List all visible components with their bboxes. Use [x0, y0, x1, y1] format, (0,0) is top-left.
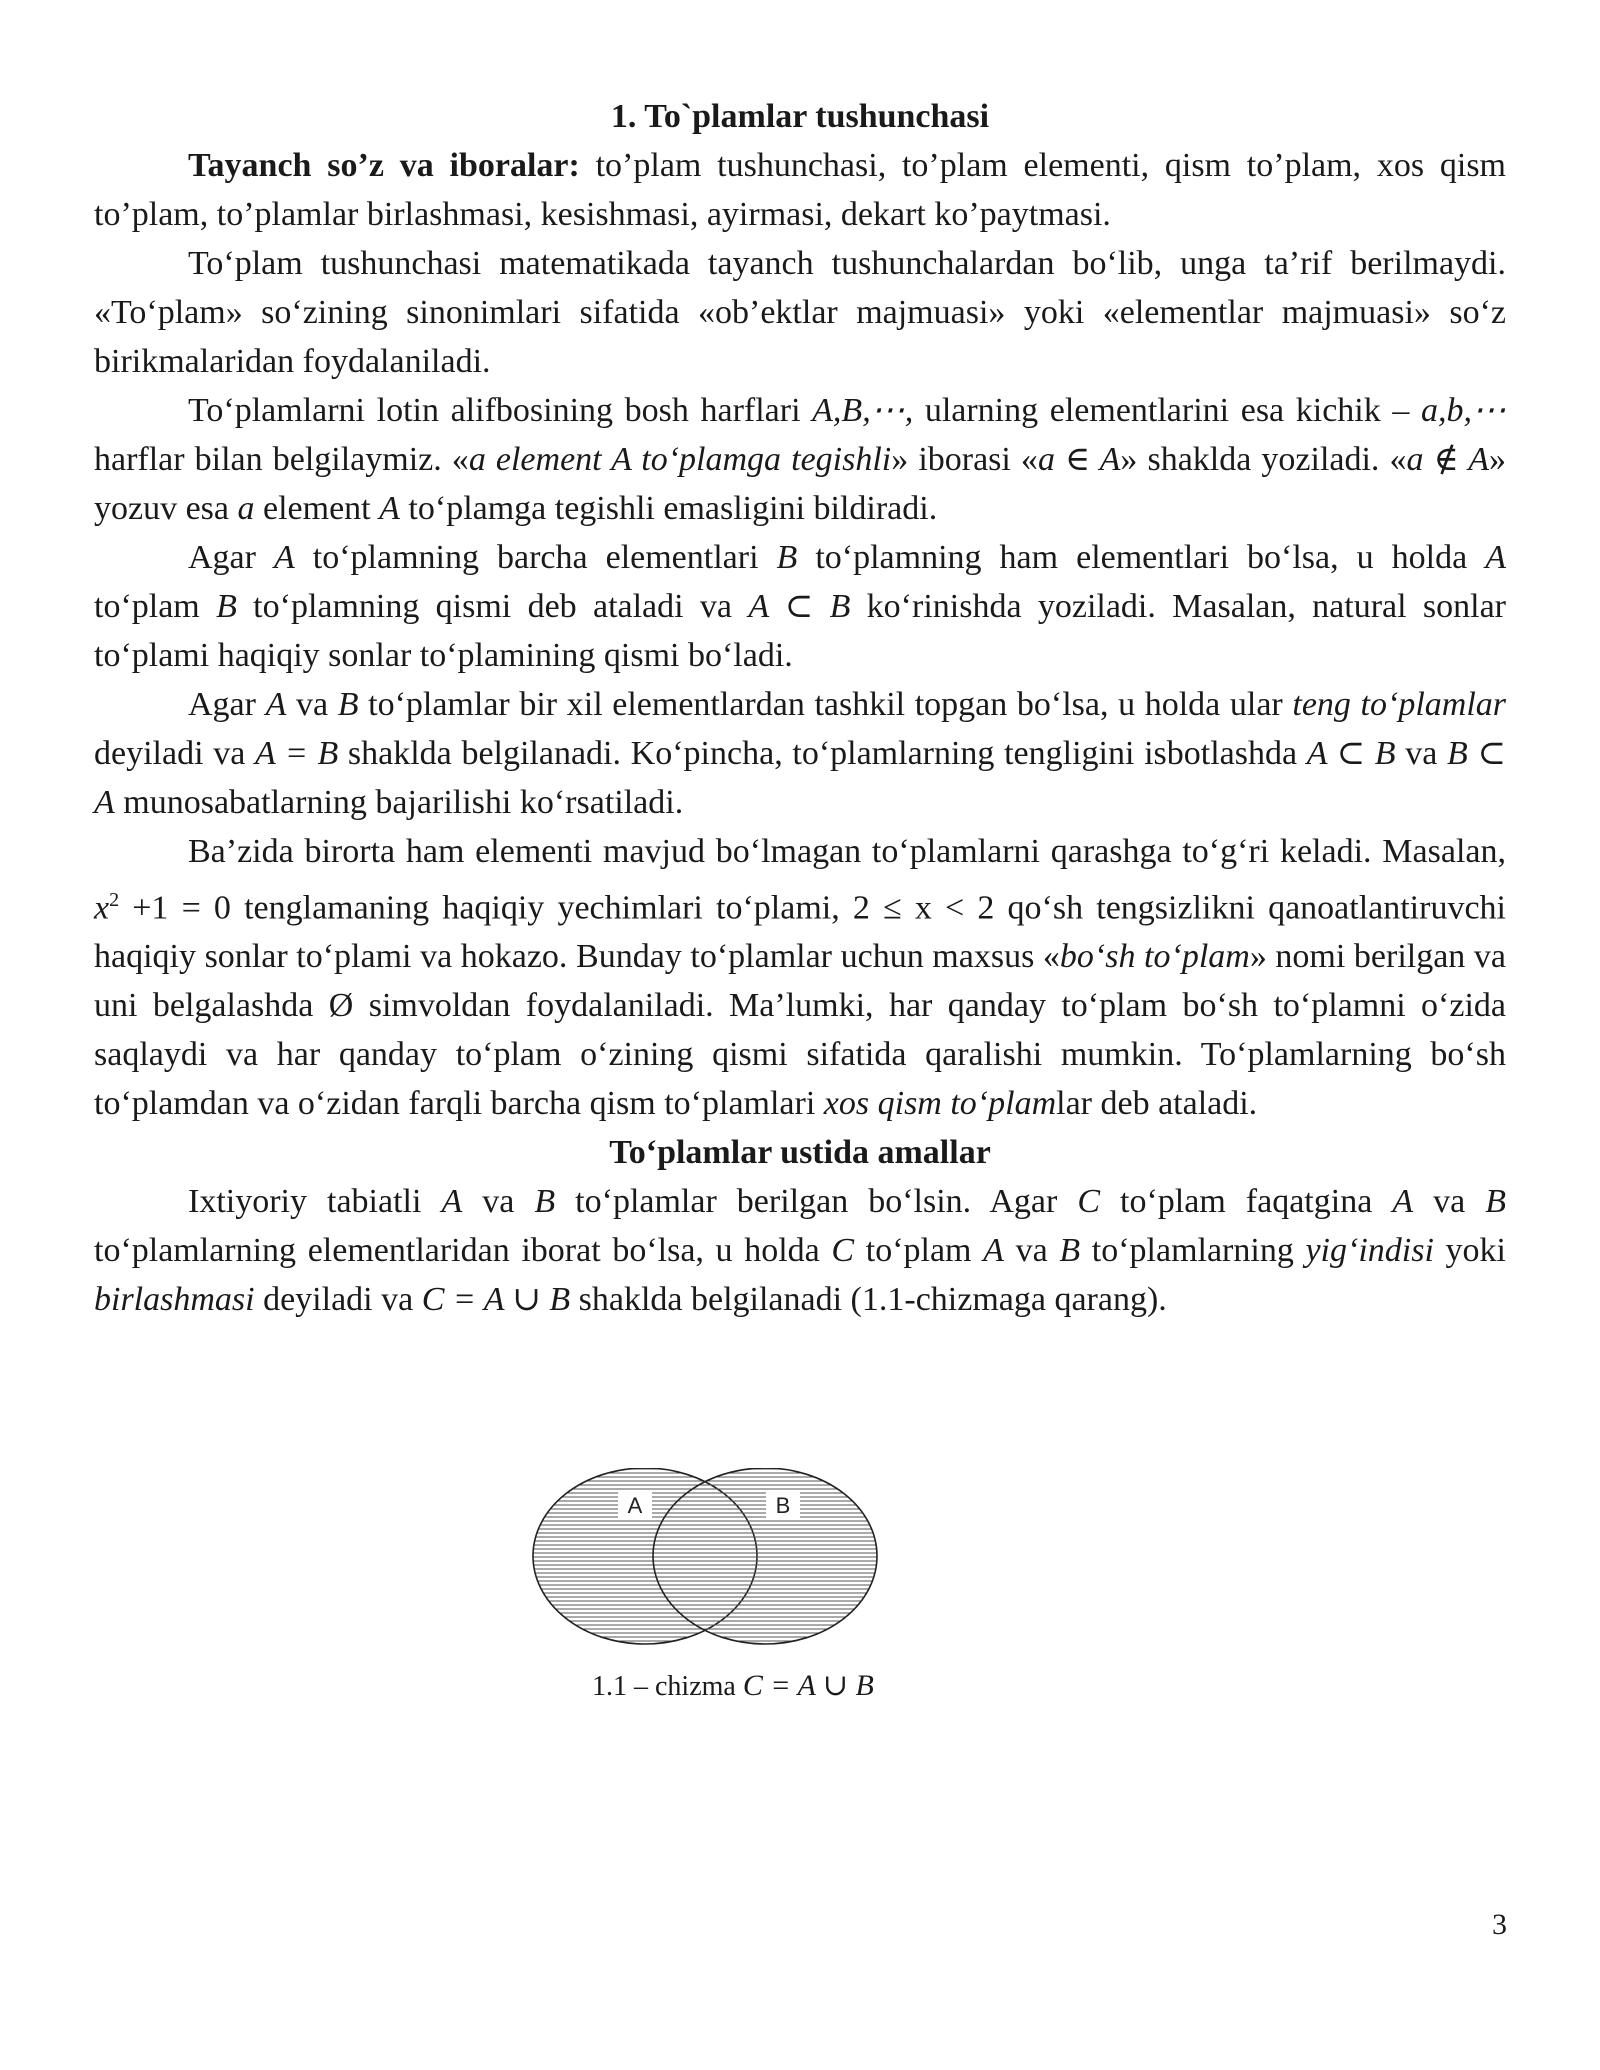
math-run: B [776, 539, 798, 576]
text-run: » shaklda yoziladi. « [1120, 441, 1407, 478]
text-run: » iborasi « [891, 441, 1038, 478]
document-page [94, 92, 1506, 1324]
math-run: A [265, 686, 287, 723]
italic-run: to‘plamga tegishli [631, 441, 892, 478]
text-run: qo‘sh tengsizlikni qanoatlantiruvchi haqiqiy sonlar to‘plami va hokazo. Bunday to‘plamlar uchun maxsus « [94, 889, 1506, 976]
text-run: element [254, 490, 380, 527]
text-run: to‘plamning barcha elementlari [294, 539, 777, 576]
text-run: to‘plamga tegishli emasligini bildiradi. [399, 490, 938, 527]
math-run: B ⊂ A [94, 735, 1506, 821]
math-run: A [1485, 539, 1506, 576]
math-run: A [611, 441, 632, 478]
section-title: To‘plamlar ustida amallar [609, 1134, 991, 1172]
math-run: C = A ∪ B [421, 1281, 571, 1319]
math-run: +1 = 0 [119, 889, 231, 927]
caption-text: 1.1 – chizma [592, 1671, 743, 1702]
paragraph-6 [94, 1177, 1506, 1324]
paragraph-5 [94, 827, 1506, 1128]
text-run: to‘plamlar bir xil elementlardan tashkil topgan bo‘lsa, u holda ular [358, 686, 1293, 723]
italic-run: bo‘sh to‘plam [1059, 938, 1250, 976]
math-run: a ∈ A [1037, 441, 1121, 478]
text-run: va [1003, 1232, 1060, 1270]
text-run: tenglamaning haqiqiy yechimlari to‘plami, [230, 889, 853, 927]
text-run: to‘plam [94, 588, 217, 625]
paragraph-3 [94, 533, 1506, 680]
math-run: C [831, 1232, 855, 1270]
set-a-label: A [627, 1493, 643, 1518]
math-run: A [1392, 1183, 1414, 1221]
math-run: a [468, 441, 486, 478]
math-run: 2 ≤ x < 2 [852, 889, 995, 927]
text-run: ularning elementlarini esa kichik – [913, 392, 1421, 429]
text-run: va [1413, 1183, 1486, 1221]
figure-caption [592, 1668, 874, 1703]
paragraph-2 [94, 386, 1506, 533]
text-run: simvoldan foydalaniladi. Ma’lumki, har qanday to‘plam bo‘sh to‘plamni o‘zida saqlaydi va har qanday to‘plam o‘zining qismi sifatida qaralishi mumkin. To‘plamlarning bo‘sh to‘plamdan va o‘zidan farqli barcha qism to‘plamlari [94, 987, 1507, 1123]
math-run: A = B [254, 735, 339, 772]
math-run: B [534, 1183, 556, 1221]
page-number: 3 [1492, 1908, 1507, 1941]
math-run: A [441, 1183, 463, 1221]
math-run: A [983, 1232, 1004, 1270]
text-run: to‘plamlarning elementlaridan iborat bo‘lsa, u holda [94, 1232, 832, 1270]
empty-set-symbol: Ø [328, 987, 354, 1025]
italic-run: teng to‘plamlar [1292, 686, 1506, 723]
page-title: 1. To`plamlar tushunchasi [610, 98, 990, 135]
text-run: munosabatlarning bajarilishi ko‘rsatiladi. [114, 784, 684, 821]
text-run: va [286, 686, 338, 723]
italic-run: element [485, 441, 612, 478]
text-run: To‘plamlarni lotin alifbosining bosh harflari [188, 392, 813, 429]
paragraph-1: To‘plam tushunchasi matematikada tayanch tushunchalardan bo‘lib, unga ta’rif berilmaydi. «To‘plam» so‘zining sinonimlari sifatida «ob’ektlar majmuasi» yoki «elementlar majmuasi» so‘z birikmalaridan foydalaniladi. [94, 245, 1506, 380]
text-run: to‘plam [854, 1232, 984, 1270]
text-run: shaklda belgilanadi. Ko‘pincha, to‘plamlarning tengligini isbotlashda [338, 735, 1307, 772]
text-run: va [462, 1183, 535, 1221]
text-run: Agar [188, 686, 266, 723]
caption-math: C = A ∪ B [742, 1669, 874, 1702]
math-run: A ⊂ B [748, 588, 851, 625]
math-run: A ⊂ B [1306, 735, 1396, 772]
math-run: A,B,⋯, [812, 392, 914, 429]
set-b-label: B [775, 1493, 791, 1518]
text-run: to‘plamning qismi deb ataladi va [236, 588, 749, 625]
paragraph-4 [94, 680, 1506, 827]
math-run: a ∉ A [1406, 441, 1489, 478]
text-run: » nomi berilgan va uni belgalashda [94, 938, 1507, 1025]
italic-run: birlashmasi [94, 1281, 255, 1319]
math-run: A [379, 490, 400, 527]
text-run: to‘plam faqatgina [1100, 1183, 1393, 1221]
text-run: deyiladi va [94, 735, 255, 772]
text-run: ko‘rinishda yoziladi. Masalan, natural sonlar to‘plami haqiqiy sonlar to‘plamining qismi bo‘ladi. [94, 588, 1506, 674]
text-run: Ixtiyoriy tabiatli [188, 1183, 442, 1221]
math-run: B [1485, 1183, 1507, 1221]
math-run: a,b,⋯ [1421, 392, 1506, 429]
text-run: va [1395, 735, 1448, 772]
set-b-ellipse [653, 1468, 877, 1644]
text-run: yoki [1433, 1232, 1507, 1270]
text-run: Ba’zida birorta ham elementi mavjud bo‘lmagan to‘plamlarni qarashga to‘g‘ri keladi. Masalan, [188, 833, 1506, 870]
text-run: deyiladi va [254, 1281, 422, 1319]
math-run: B [1059, 1232, 1081, 1270]
math-superscript: 2 [109, 889, 120, 911]
text-run: to‘plamning ham elementlari bo‘lsa, u holda [797, 539, 1486, 576]
italic-run: xos qism to‘plam [823, 1085, 1057, 1123]
keywords-paragraph [94, 141, 1506, 239]
math-run: B [216, 588, 237, 625]
italic-run: yig‘indisi [1305, 1232, 1434, 1270]
math-run: C [1077, 1183, 1100, 1221]
math-run: A [273, 539, 295, 576]
text-run: harflar bilan belgilaymiz. « [94, 441, 469, 478]
text-run: lar deb ataladi. [1056, 1085, 1258, 1123]
text-run: shaklda belgilanadi (1.1-chizmaga qarang). [570, 1281, 1167, 1319]
keywords-text: to’plam tushunchasi, to’plam elementi, qism to’plam, xos qism to’plam, to’plamlar birlashmasi, kesishmasi, ayirmasi, dekart ko’paytmasi. [94, 147, 1506, 233]
math-run: B [337, 686, 359, 723]
math-run: x [94, 889, 110, 927]
math-run: a [237, 490, 255, 527]
text-run: to‘plamlar berilgan bo‘lsin. Agar [555, 1183, 1078, 1221]
keywords-label: Tayanch so’z va iboralar: [188, 147, 580, 184]
text-run: to‘plamlarning [1080, 1232, 1306, 1270]
text-run: Agar [188, 539, 274, 576]
text-run: » yozuv esa [94, 441, 1506, 527]
